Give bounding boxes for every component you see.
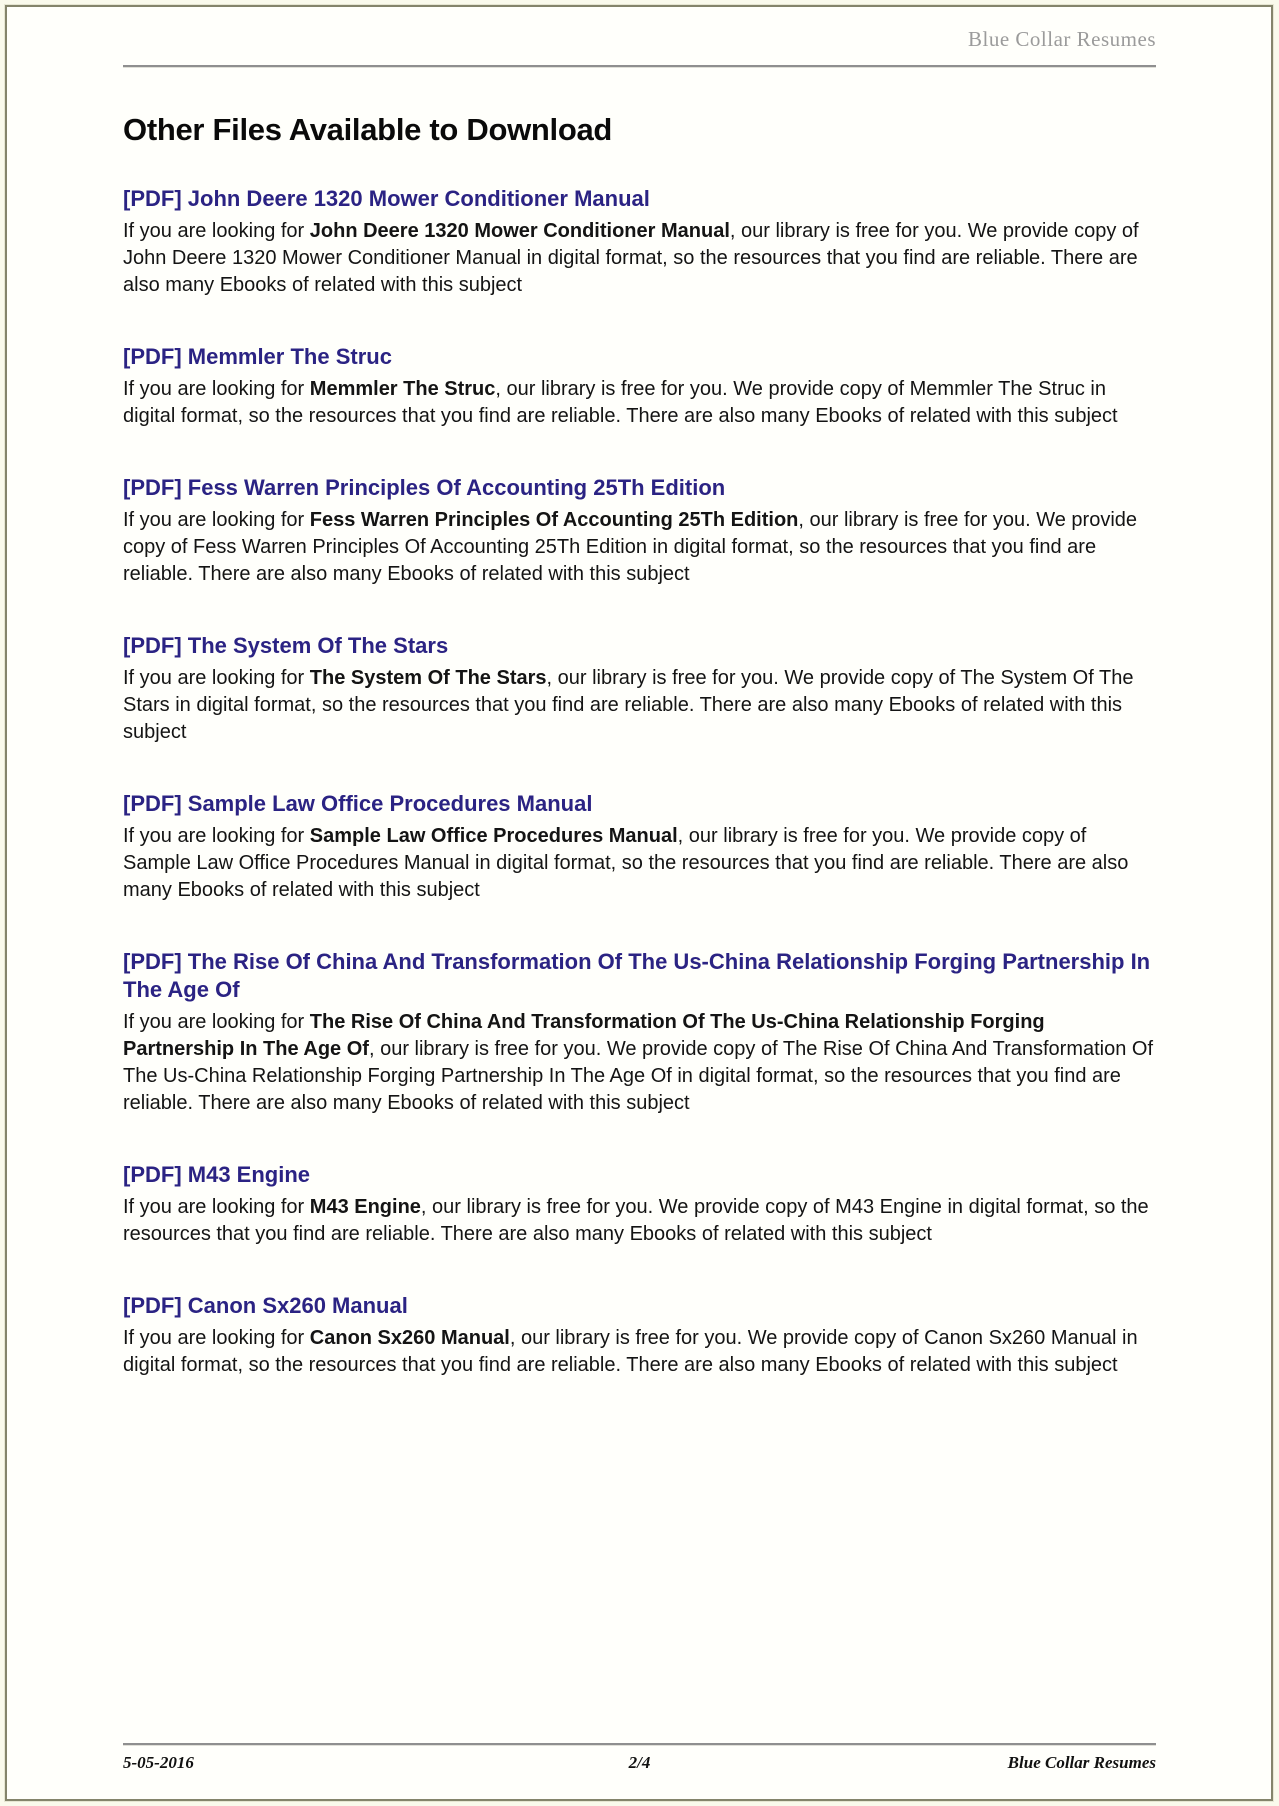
- pdf-link[interactable]: [PDF] Canon Sx260 Manual: [123, 1293, 408, 1318]
- pdf-link[interactable]: [PDF] Sample Law Office Procedures Manual: [123, 791, 593, 816]
- pdf-link[interactable]: [PDF] Fess Warren Principles Of Accounting 25Th Edition: [123, 475, 726, 500]
- pdf-link[interactable]: [PDF] John Deere 1320 Mower Conditioner Manual: [123, 186, 650, 211]
- download-list: [123, 185, 1156, 1379]
- section-paragraph: [123, 507, 1156, 588]
- pdf-link[interactable]: [PDF] M43 Engine: [123, 1162, 311, 1187]
- page-footer: [123, 1743, 1156, 1773]
- document-page: [123, 0, 1156, 1423]
- footer-date: 5-05-2016: [123, 1753, 194, 1772]
- paragraph-rest: , our library is free for you. We provide copy of Memmler The Struc in digital format, so the resources that you find are reliable. There are also many Ebooks of related with this subject: [123, 378, 1118, 427]
- section-paragraph: [123, 1194, 1156, 1248]
- download-section: [123, 474, 1156, 588]
- paragraph-rest: , our library is free for you. We provide copy of The Rise Of China And Transformation Of The Us-China Relationship Forging Partnership In The Age Of in digital format, so the resources that you find are reliable. There are also many Ebooks of related with this subject: [123, 1038, 1154, 1114]
- download-section: [123, 948, 1156, 1117]
- paragraph-rest: , our library is free for you. We provide copy of Canon Sx260 Manual in digital format, so the resources that you find are reliable. There are also many Ebooks of related with this subject: [123, 1327, 1138, 1376]
- footer-brand: Blue Collar Resumes: [1007, 1753, 1156, 1772]
- paragraph-rest: , our library is free for you. We provide copy of John Deere 1320 Mower Conditioner Manual in digital format, so the resources that you find are reliable. There are also many Ebooks of related with this subject: [123, 220, 1139, 296]
- header-rule: [123, 65, 1156, 68]
- section-paragraph: [123, 1325, 1156, 1379]
- download-section: [123, 632, 1156, 746]
- paragraph-intro: If you are looking for: [123, 378, 310, 400]
- paragraph-intro: If you are looking for: [123, 220, 310, 242]
- paragraph-bold-title: Canon Sx260 Manual: [309, 1327, 510, 1349]
- paragraph-intro: If you are looking for: [123, 667, 310, 689]
- paragraph-bold-title: John Deere 1320 Mower Conditioner Manual: [309, 220, 730, 242]
- paragraph-bold-title: M43 Engine: [309, 1196, 421, 1218]
- paragraph-bold-title: Sample Law Office Procedures Manual: [309, 825, 678, 847]
- footer-rule: [123, 1743, 1156, 1746]
- paragraph-rest: , our library is free for you. We provide copy of M43 Engine in digital format, so the resources that you find are reliable. There are also many Ebooks of related with this subject: [123, 1196, 1149, 1245]
- section-paragraph: [123, 665, 1156, 746]
- section-paragraph: [123, 1009, 1156, 1117]
- paragraph-intro: If you are looking for: [123, 1196, 310, 1218]
- download-section: [123, 1292, 1156, 1379]
- paragraph-bold-title: Memmler The Struc: [309, 378, 496, 400]
- section-paragraph: [123, 376, 1156, 430]
- paragraph-rest: , our library is free for you. We provide copy of Fess Warren Principles Of Accounting 25Th Edition in digital format, so the resources that you find are reliable. There are also many Ebooks of related with this subject: [123, 509, 1138, 585]
- paragraph-intro: If you are looking for: [123, 825, 310, 847]
- pdf-link[interactable]: [PDF] The Rise Of China And Transformation Of The Us-China Relationship Forging Partnership In The Age Of: [123, 949, 1151, 1002]
- download-section: [123, 790, 1156, 904]
- paragraph-intro: If you are looking for: [123, 1011, 310, 1033]
- pdf-link[interactable]: [PDF] The System Of The Stars: [123, 633, 449, 658]
- paragraph-intro: If you are looking for: [123, 1327, 310, 1349]
- paragraph-bold-title: Fess Warren Principles Of Accounting 25Th Edition: [309, 509, 799, 531]
- section-paragraph: [123, 218, 1156, 299]
- page-header: [123, 0, 1156, 52]
- section-paragraph: [123, 823, 1156, 904]
- paragraph-rest: , our library is free for you. We provide copy of The System Of The Stars in digital format, so the resources that you find are reliable. There are also many Ebooks of related with this subject: [123, 667, 1134, 743]
- header-brand-text: Blue Collar Resumes: [968, 27, 1156, 51]
- download-section: [123, 185, 1156, 299]
- download-section: [123, 1161, 1156, 1248]
- paragraph-bold-title: The System Of The Stars: [309, 667, 547, 689]
- paragraph-rest: , our library is free for you. We provide copy of Sample Law Office Procedures Manual in digital format, so the resources that you find are reliable. There are also many Ebooks of related with this subject: [123, 825, 1129, 901]
- pdf-link[interactable]: [PDF] Memmler The Struc: [123, 344, 392, 369]
- download-section: [123, 343, 1156, 430]
- page-title: Other Files Available to Download: [123, 112, 613, 147]
- footer-page-number: 2/4: [628, 1753, 651, 1772]
- paragraph-intro: If you are looking for: [123, 509, 310, 531]
- paragraph-bold-title: The Rise Of China And Transformation Of The Us-China Relationship Forging Partnership In The Age Of: [123, 1011, 1045, 1060]
